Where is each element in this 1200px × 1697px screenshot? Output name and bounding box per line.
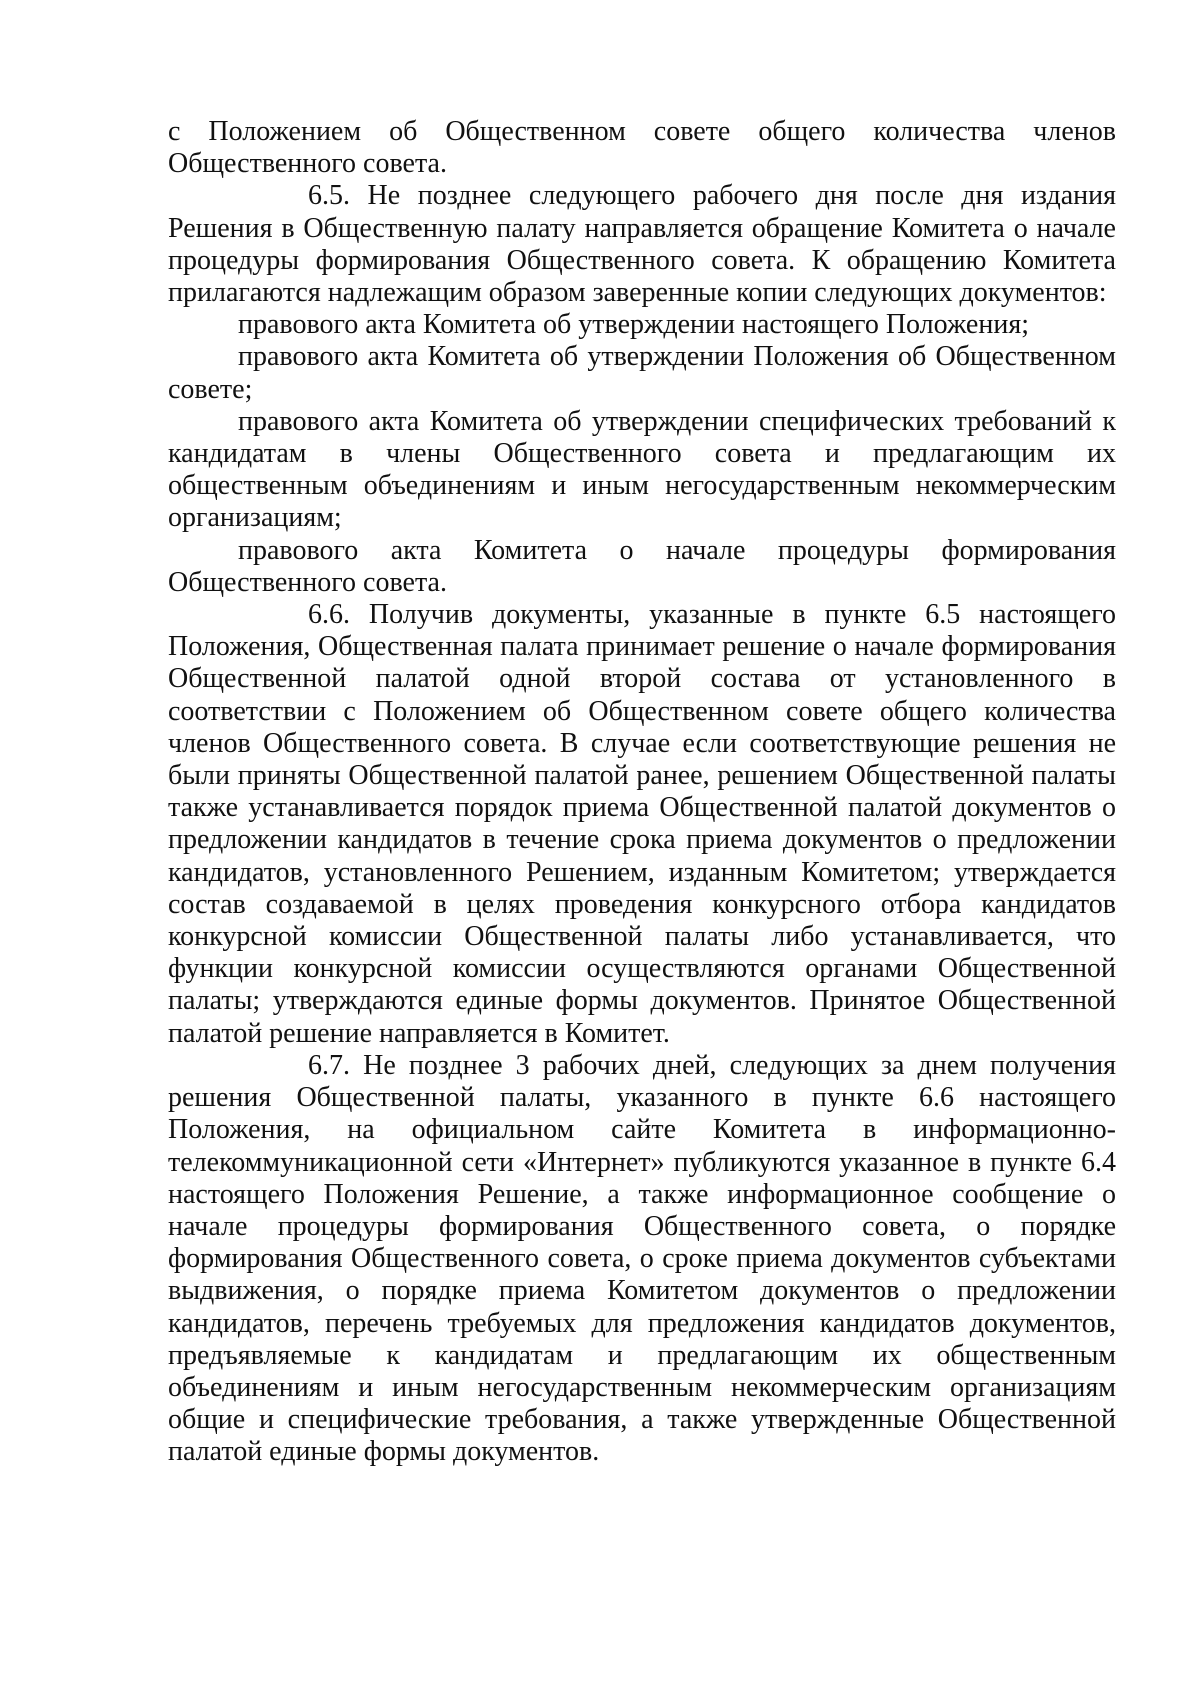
paragraph-6-7 bbox=[168, 1050, 1116, 1469]
document-page bbox=[168, 116, 1116, 1469]
paragraph-text: Получив документы, указанные в пункте 6.5 настоящего Положения, Общественная палата принимает решение о начале формирования Общественной палатой одной второй состава от установленного в соответствии с Положением об Общественном совете общего количества членов Общественного совета. В случае если соответствующие решения не были приняты Общественной палатой ранее, решением Общественной палаты также устанавливается порядок приема Общественной палатой документов о предложении кандидатов в течение срока приема документов о предложении кандидатов, установленного Решением, изданным Комитетом; утверждается состав создаваемой в целях проведения конкурсного отбора кандидатов конкурсной комиссии Общественной палаты либо устанавливается, что функции конкурсной комиссии осуществляются органами Общественной палаты; утверждаются единые формы документов. Принятое Общественной палатой решение направляется в Комитет. bbox=[168, 599, 1116, 1049]
paragraph-text: Не позднее 3 рабочих дней, следующих за днем получения решения Общественной палаты, указанного в пункте 6.6 настоящего Положения, на официальном сайте Комитета в информационно-телекоммуникационной сети «Интернет» публикуются указанное в пункте 6.4 настоящего Положения Решение, а также информационное сообщение о начале процедуры формирования Общественного совета, о порядке формирования Общественного совета, о сроке приема документов субъектами выдвижения, о порядке приема Комитетом документов о предложении кандидатов, перечень требуемых для предложения кандидатов документов, предъявляемые к кандидатам и предлагающим их общественным объединениям и иным негосударственным некоммерческим организациям общие и специфические требования, а также утвержденные Общественной палатой единые формы документов. bbox=[168, 1049, 1116, 1468]
list-item-document-1 bbox=[168, 309, 1116, 341]
list-item-document-2 bbox=[168, 341, 1116, 405]
paragraph-text: с Положением об Общественном совете общего количества членов Общественного совета. bbox=[168, 116, 1116, 180]
paragraph-text: Не позднее следующего рабочего дня после дня издания Решения в Общественную палату направляется обращение Комитета о начале процедуры формирования Общественного совета. К обращению Комитета прилагаются надлежащим образом заверенные копии следующих документов: bbox=[168, 180, 1116, 309]
paragraph-text: правового акта Комитета о начале процедуры формирования Общественного совета. bbox=[168, 534, 1116, 598]
paragraph-text: правового акта Комитета об утверждении настоящего Положения; bbox=[238, 309, 1029, 341]
list-item-document-3 bbox=[168, 406, 1116, 535]
paragraph-number: 6.7. bbox=[308, 1049, 350, 1081]
paragraph-text: правового акта Комитета об утверждении специфических требований к кандидатам в члены Общественного совета и предлагающим их общественным объединениям и иным негосударственным некоммерческим организациям; bbox=[168, 405, 1116, 534]
paragraph-text: правового акта Комитета об утверждении Положения об Общественном совете; bbox=[168, 341, 1116, 405]
paragraph-number: 6.5. bbox=[308, 180, 350, 212]
list-item-document-4 bbox=[168, 535, 1116, 599]
paragraph-number: 6.6. bbox=[308, 599, 350, 631]
paragraph-6-5 bbox=[168, 180, 1116, 309]
paragraph-continuation bbox=[168, 116, 1116, 180]
paragraph-6-6 bbox=[168, 599, 1116, 1050]
